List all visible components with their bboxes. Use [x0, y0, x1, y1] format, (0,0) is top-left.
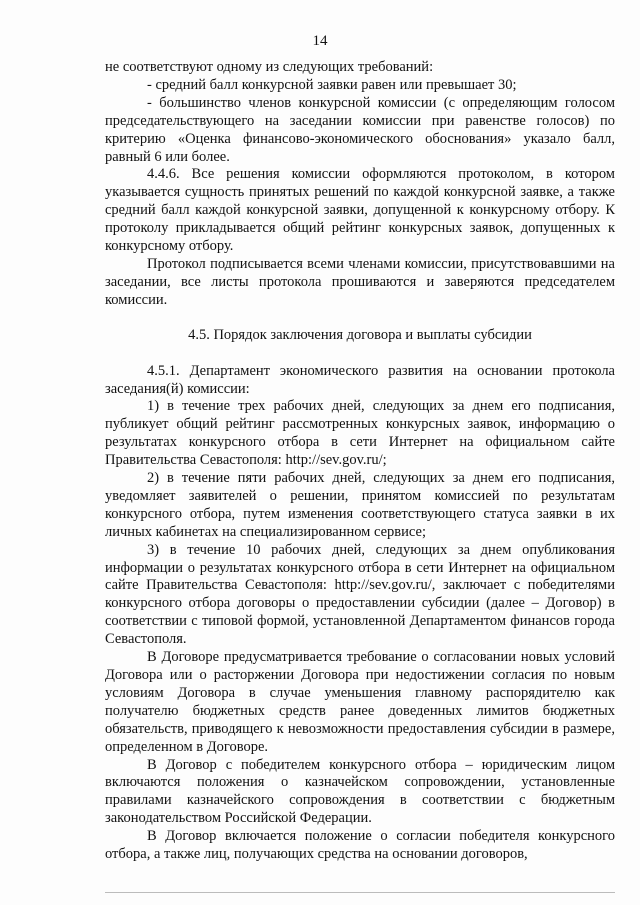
list-item-majority-vote: - большинство членов конкурсной комиссии (с определяющим голосом председательствующего на заседании комиссии при равенстве голосов) по критерию «Оценка финансово-экономического обоснования» указало балл, равный 6 или более. — [105, 94, 615, 165]
paragraph-4-4-6: 4.4.6. Все решения комиссии оформляются протоколом, в котором указывается сущность принятых решений по каждой конкурсной заявке, а также средний балл каждой конкурсной заявки, допущенной к конкурсному отбору. К протоколу прикладывается общий рейтинг конкурсных заявок, допущенных к конкурсному отбору. — [105, 166, 615, 255]
document-body — [105, 59, 615, 864]
paragraph-treasury-support: В Договор с победителем конкурсного отбора – юридическим лицом включаются положения о казначейском сопровождении, установленные правилами казначейского сопровождения в соответствии с бюджетным законодательством Российской Федерации. — [105, 756, 615, 827]
bottom-edge-line — [105, 892, 615, 893]
paragraph-contract-terms: В Договоре предусматривается требование о согласовании новых условий Договора или о расторжении Договора при недостижении согласия по новым условиям Договора в случае уменьшения главному распорядителю как получателю бюджетных средств ранее доведенных лимитов бюджетных обязательств, приводящего к невозможности предоставления субсидии в размере, определенном в Договоре. — [105, 649, 615, 755]
paragraph-continuation: не соответствуют одному из следующих требований: — [105, 59, 434, 75]
list-item-average-score: - средний балл конкурсной заявки равен или превышает 30; — [147, 76, 517, 93]
paragraph-4-5-1: 4.5.1. Департамент экономического развития на основании протокола заседания(й) комиссии: — [105, 362, 615, 397]
section-heading-4-5: 4.5. Порядок заключения договора и выплаты субсидии — [188, 326, 532, 343]
paragraph-consent: В Договор включается положение о согласии победителя конкурсного отбора, а также лиц, получающих средства на основании договоров, — [105, 828, 615, 863]
list-item-3-contract: 3) в течение 10 рабочих дней, следующих за днем опубликования информации о результатах конкурсного отбора в сети Интернет на официальном сайте Правительства Севастополя: http://sev.gov.ru/, заключает с победителями конкурсного отбора договоры о предоставлении субсидии (далее – Договор) в соответствии с типовой формой, установленной Департаментом финансов города Севастополя. — [105, 541, 615, 648]
paragraph-protocol-signing: Протокол подписывается всеми членами комиссии, присутствовавшими на заседании, все листы протокола прошиваются и заверяются председателем комиссии. — [105, 255, 615, 308]
page-number: 14 — [312, 33, 328, 49]
list-item-2-notification: 2) в течение пяти рабочих дней, следующих за днем его подписания, уведомляет заявителей о решении, принятом комиссией по результатам конкурсного отбора, путем изменения соответствующего статуса заявки в их личных кабинетах на специализированном сервисе; — [105, 470, 615, 540]
list-item-1-rating-publication: 1) в течение трех рабочих дней, следующих за днем его подписания, публикует общий рейтинг рассмотренных конкурсных заявок, информацию о результатах конкурсного отбора в сети Интернет на официальном сайте Правительства Севастополя: http://sev.gov.ru/; — [105, 398, 615, 469]
